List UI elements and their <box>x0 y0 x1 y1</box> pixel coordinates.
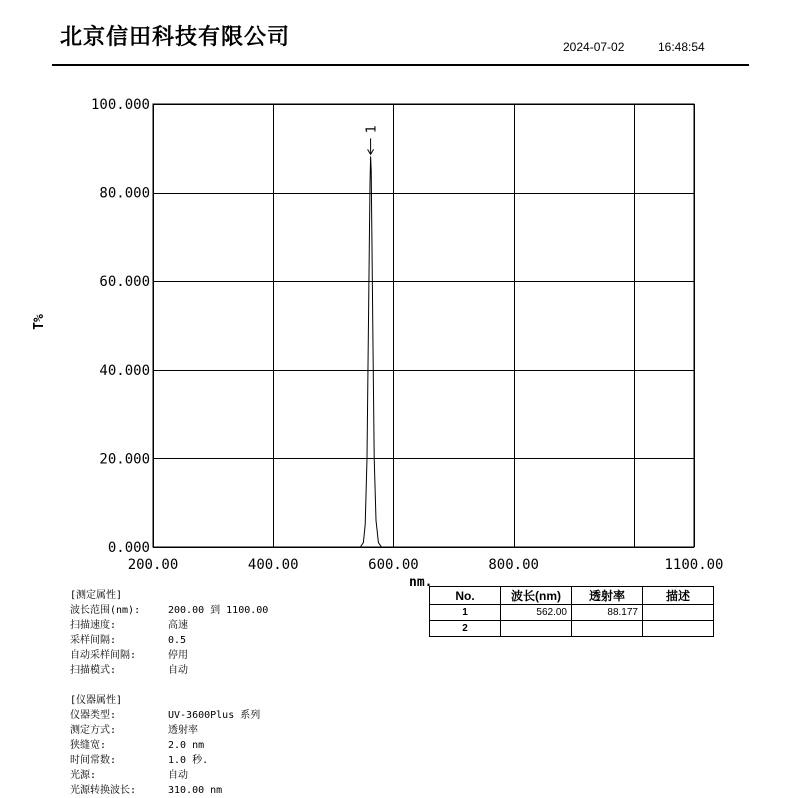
x-tick-label: 800.00 <box>488 557 539 573</box>
series-layer <box>153 156 694 547</box>
peak-transmittance: 88.177 <box>572 605 643 621</box>
property-key: 扫描速度: <box>70 620 117 631</box>
y-axis-label: T% <box>32 314 47 330</box>
property-key: 扫描模式: <box>70 665 117 676</box>
property-value: 1.0 秒. <box>168 755 209 766</box>
peak-transmittance <box>572 621 643 637</box>
x-axis-label: nm. <box>409 575 433 590</box>
x-tick-label: 1100.00 <box>664 557 724 573</box>
property-key: 自动采样间隔: <box>70 650 137 661</box>
peak-description <box>643 621 714 637</box>
property-value: 自动 <box>168 770 188 781</box>
y-tick-label: 40.000 <box>99 362 150 379</box>
y-tick-label: 80.000 <box>99 185 150 202</box>
property-value: 停用 <box>168 650 188 661</box>
y-tick-labels <box>91 97 150 556</box>
property-value: 310.00 nm <box>168 785 223 796</box>
property-key: 测定方式: <box>70 725 117 736</box>
x-tick-label: 400.00 <box>247 557 299 573</box>
peak-description <box>643 605 714 621</box>
peak-label: 1 <box>364 125 380 134</box>
peak-no: 2 <box>430 621 501 637</box>
property-key: 狭缝宽: <box>70 740 107 751</box>
header-description: 描述 <box>643 587 714 605</box>
table-row <box>430 605 714 621</box>
peak-wavelength <box>501 621 572 637</box>
peak-wavelength: 562.00 <box>501 605 572 621</box>
property-value: 透射率 <box>168 725 198 736</box>
table-row <box>430 621 714 637</box>
peak-no: 1 <box>430 605 501 621</box>
series-line <box>153 156 694 547</box>
property-value: 自动 <box>168 665 188 676</box>
property-key: 光源: <box>70 770 97 781</box>
peak-table <box>429 586 714 637</box>
y-tick-label: 60.000 <box>99 274 150 291</box>
y-tick-label: 20.000 <box>99 451 150 468</box>
property-key: 波长范围(nm): <box>70 605 141 616</box>
y-tick-label: 100.000 <box>90 97 150 113</box>
report-date: 2024-07-02 <box>563 40 625 54</box>
property-value: 2.0 nm <box>168 740 205 751</box>
section-title: [测定属性] <box>70 590 123 601</box>
section-title: [仪器属性] <box>70 695 123 706</box>
plot-frame <box>153 104 694 547</box>
report-time: 16:48:54 <box>658 40 705 54</box>
property-value: 高速 <box>168 620 188 631</box>
x-tick-label: 200.00 <box>127 557 179 573</box>
x-tick-labels <box>128 557 724 573</box>
header-wavelength: 波长(nm) <box>501 587 572 605</box>
peak-markers <box>365 125 380 154</box>
property-key: 光源转换波长: <box>70 785 137 796</box>
peak-table-header <box>430 587 714 605</box>
property-value: 200.00 到 1100.00 <box>168 605 269 616</box>
x-tick-label: 600.00 <box>368 557 419 573</box>
property-key: 仪器类型: <box>70 710 117 721</box>
header-transmittance: 透射率 <box>572 587 643 605</box>
chart-grid <box>153 104 695 548</box>
y-tick-label: 0.000 <box>107 540 150 556</box>
property-value: UV-3600Plus 系列 <box>168 710 261 721</box>
header-no: No. <box>430 587 501 605</box>
property-value: 0.5 <box>168 635 187 646</box>
property-key: 采样间隔: <box>70 635 117 646</box>
property-key: 时间常数: <box>70 755 117 766</box>
company-name: 北京信田科技有限公司 <box>60 25 291 50</box>
